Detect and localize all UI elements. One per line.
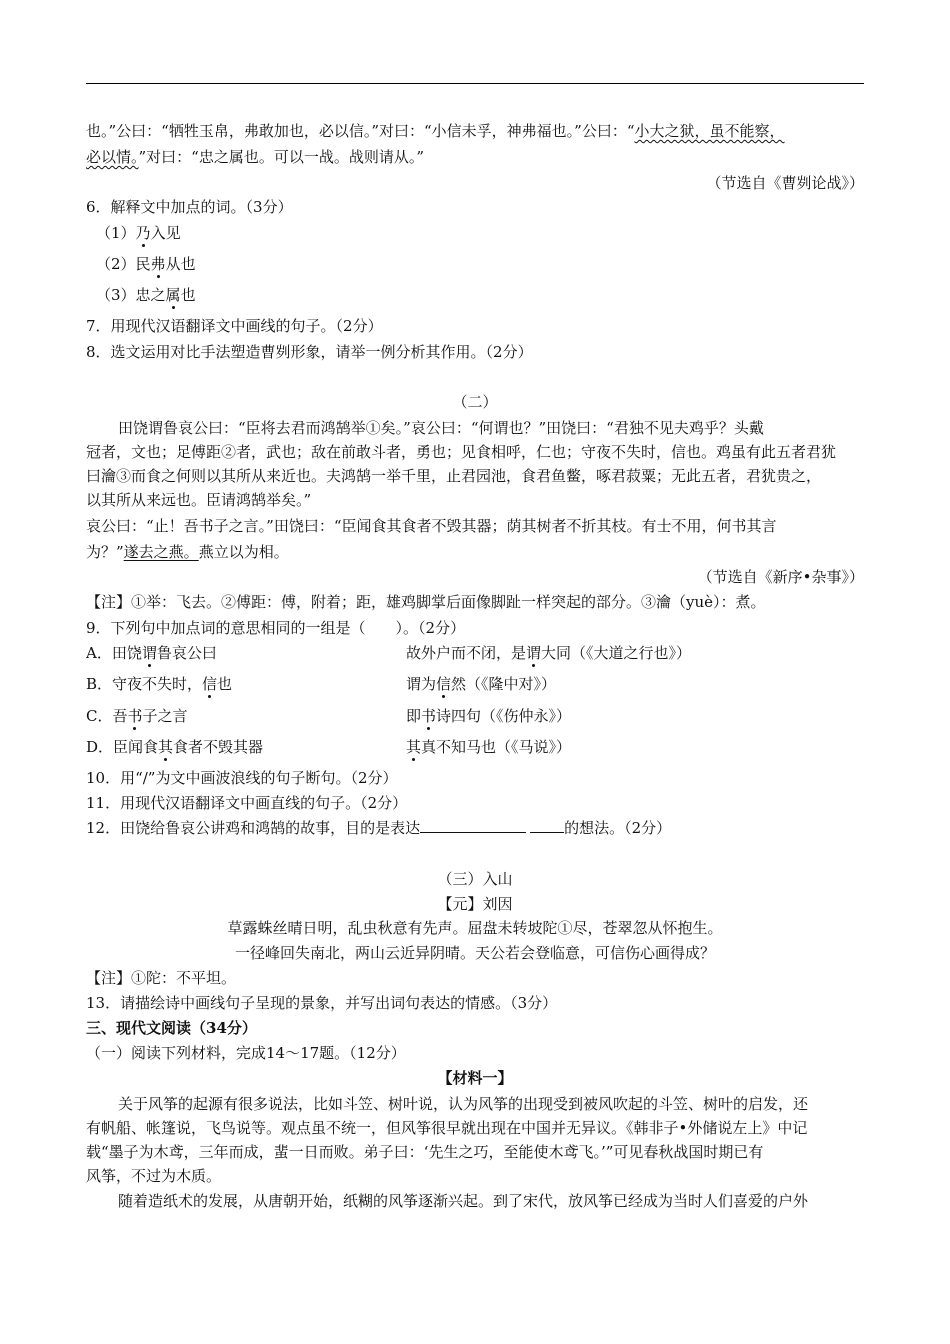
question-6-item-1: （1）乃入见 bbox=[96, 224, 181, 242]
dotted-word: 谓 bbox=[141, 644, 157, 662]
poem-title: （三）入山 bbox=[437, 870, 513, 888]
header-rule bbox=[86, 83, 864, 84]
option-a-compare: 故外户而不闭，是谓大同（《大道之行也》） bbox=[406, 644, 692, 662]
passage1-line2 bbox=[86, 147, 876, 167]
passage2-heading: （二） bbox=[452, 393, 498, 411]
passage2-source: （节选自《新序•杂事》） bbox=[697, 568, 864, 586]
question-11: 11．用现代汉语翻译文中画直线的句子。（2分） bbox=[86, 794, 408, 812]
question-9-option-d: D．臣闻食其食者不毁其器 其真不知马也（《马说》） bbox=[86, 738, 572, 756]
question-9-option-c: C．吾书子之言 即书诗四句（《伤仲永》） bbox=[86, 707, 572, 725]
question-6-stem: 6．解释文中加点的词。（3分） bbox=[86, 198, 293, 216]
dotted-word: 信 bbox=[202, 675, 218, 693]
material-1-line-2: 有帆船、帐篷说，飞鸟说等。观点虽不统一，但风筝很早就出现在中国并无异议。《韩非子•外储说左上》中记 bbox=[86, 1119, 808, 1137]
dotted-word: 乃 bbox=[135, 224, 151, 242]
poem-author: 【元】刘因 bbox=[437, 895, 513, 913]
passage1-line2-text: ”对曰：“忠之属也。可以一战。战则请从。” bbox=[138, 148, 425, 166]
passage2-line4: 以其所从来远也。臣请鸿鹄举矣。” bbox=[86, 491, 312, 509]
material-1-line-5: 随着造纸术的发展，从唐朝开始，纸糊的风筝逐渐兴起。到了宋代，放风筝已经成为当时人们喜爱的户外 bbox=[118, 1192, 809, 1210]
question-7: 7．用现代汉语翻译文中画线的句子。（2分） bbox=[86, 317, 383, 335]
material-1-heading: 【材料一】 bbox=[437, 1069, 513, 1087]
dotted-word: 谓 bbox=[526, 644, 542, 662]
question-13: 13．请描绘诗中画线句子呈现的景象，并写出词句表达的情感。（3分） bbox=[86, 994, 558, 1012]
option-c-compare: 即书诗四句（《伤仲永》） bbox=[406, 707, 572, 725]
answer-blank-2[interactable] bbox=[530, 818, 564, 833]
wavy-underlined-sentence: 小大之狱，虽不能察， bbox=[634, 122, 785, 140]
option-d-compare: 其真不知马也（《马说》） bbox=[406, 738, 572, 756]
passage1-source: （节选自《曹刿论战》） bbox=[706, 174, 864, 192]
material-1-line-3: 载“墨子为木鸢，三年而成，蜚一日而败。弟子曰：‘先生之巧，至能使木鸢飞。’”可见春秋战国时期已有 bbox=[86, 1143, 764, 1161]
section-3-heading: 三、现代文阅读（34分） bbox=[86, 1019, 257, 1037]
question-8: 8．选文运用对比手法塑造曹刿形象，请举一例分析其作用。（2分） bbox=[86, 343, 533, 361]
dotted-word: 信 bbox=[436, 675, 452, 693]
passage2-line1: 田饶谓鲁哀公曰：“臣将去君而鸿鹄举①矣。”哀公曰：“何谓也？”田饶曰：“君独不见夫鸡乎？头戴 bbox=[118, 419, 764, 437]
underlined-sentence: 遂去之燕。 bbox=[123, 543, 199, 561]
dotted-word: 书 bbox=[127, 707, 143, 725]
question-9-stem: 9．下列句中加点词的意思相同的一组是（ ）。（2分） bbox=[86, 619, 466, 637]
passage2-line3: 曰瀹③而食之何则以其所从来近也。夫鸿鹄一举千里，止君园池，食君鱼鳖，啄君菽粟；无此五者，君犹贵之， bbox=[86, 467, 822, 485]
passage2-note: 【注】①举：飞去。②傅距：傅，附着；距，雄鸡脚掌后面像脚趾一样突起的部分。③瀹（yuè）：煮。 bbox=[86, 593, 766, 611]
material-1-line-4: 风筝，不过为木质。 bbox=[86, 1167, 222, 1185]
dotted-word: 弗 bbox=[150, 255, 166, 273]
dotted-word: 其 bbox=[158, 738, 174, 756]
question-6-item-3: （3）忠之属也 bbox=[96, 286, 196, 304]
question-10: 10．用“/”为文中画波浪线的句子断句。（2分） bbox=[86, 769, 398, 787]
passage1-line1-text: 也。”公曰：“牺牲玉帛，弗敢加也，必以信。”对曰：“小信未孚，神弗福也。”公曰：“ bbox=[86, 122, 635, 140]
answer-blank[interactable] bbox=[420, 818, 526, 833]
passage1-line1 bbox=[86, 121, 876, 141]
dotted-word: 属 bbox=[165, 286, 181, 304]
poem-line-1: 草露蛛丝晴日明，乱虫秋意有先声。屈盘未转坡陀①尽，苍翠忽从怀抱生。 bbox=[227, 919, 723, 937]
passage2-line2: 冠者，文也；足傅距②者，武也；敌在前敢斗者，勇也；见食相呼，仁也；守夜不失时，信也。鸡虽有此五者君犹 bbox=[86, 443, 837, 461]
wavy-underlined-sentence-end: 必以情。 bbox=[86, 148, 139, 166]
material-1-line-1: 关于风筝的起源有很多说法，比如斗笠、树叶说，认为风筝的出现受到被风吹起的斗笠、树叶的启发，还 bbox=[118, 1095, 809, 1113]
question-9-option-a: A．田饶谓鲁哀公曰 故外户而不闭，是谓大同（《大道之行也》） bbox=[86, 644, 692, 662]
poem-note: 【注】①陀：不平坦。 bbox=[86, 969, 237, 987]
poem-line-2: 一径峰回失南北，两山云近异阴晴。天公若会登临意，可信伤心画得成？ bbox=[234, 944, 715, 962]
option-b-compare: 谓为信然（《隆中对》） bbox=[406, 675, 557, 693]
question-12: 12．田饶给鲁哀公讲鸡和鸿鹄的故事，目的是表达 的想法。（2分） bbox=[86, 819, 672, 837]
question-6-item-2: （2）民弗从也 bbox=[96, 255, 196, 273]
dotted-word: 其 bbox=[406, 738, 422, 756]
question-9-option-b: B．守夜不失时，信也 谓为信然（《隆中对》） bbox=[86, 675, 557, 693]
passage2-line6: 为？”遂去之燕。燕立以为相。 bbox=[86, 543, 289, 561]
section-3-sub-1: （一）阅读下列材料，完成14～17题。（12分） bbox=[86, 1044, 406, 1062]
dotted-word: 书 bbox=[421, 707, 437, 725]
passage2-line5: 哀公曰：“止！吾书子之言。”田饶曰：“臣闻食其食者不毁其器；荫其树者不折其枝。有士不用，何书其言 bbox=[86, 517, 777, 535]
